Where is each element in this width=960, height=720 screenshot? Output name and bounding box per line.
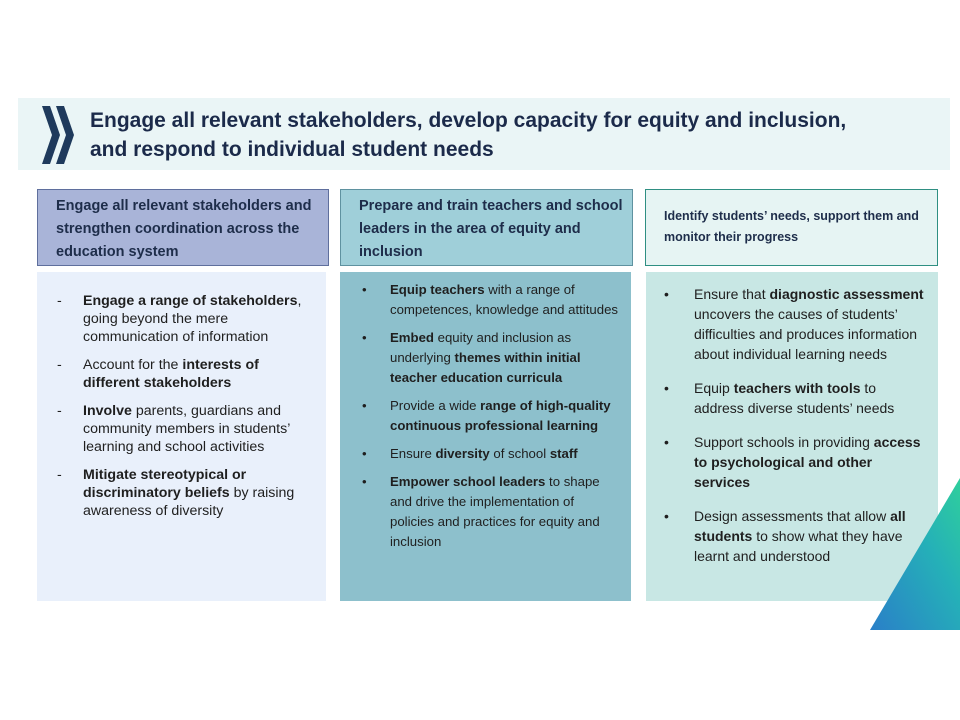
text: Support schools in providing [694, 434, 874, 450]
bullet-marker: • [362, 282, 367, 297]
text: Ensure that [694, 286, 770, 302]
bullet-marker: - [57, 293, 62, 309]
bullet-item [356, 396, 619, 436]
text: , going beyond the mere communication of information [83, 293, 302, 345]
bold-text: Embed [390, 330, 434, 345]
bullet-marker: • [664, 508, 669, 524]
bullet-item [356, 472, 619, 552]
text: with a range of competences, knowledge and attitudes [390, 282, 618, 317]
column-body-stakeholders [37, 272, 326, 601]
bullet-list [356, 280, 619, 552]
bullet-marker: - [57, 357, 62, 373]
bullet-marker: • [362, 446, 367, 461]
text: by raising awareness of diversity [83, 485, 295, 519]
text: Account for the [83, 357, 183, 373]
double-chevron-right-icon [40, 104, 76, 166]
bullet-marker: - [57, 467, 62, 483]
bullet-list [55, 292, 312, 520]
bullet-item [55, 466, 312, 520]
bullet-item [356, 280, 619, 320]
text: equity and inclusion as underlying [390, 330, 572, 365]
bold-text: access to psychological and other services [694, 434, 921, 490]
corner-decoration [870, 478, 960, 630]
text: of school [489, 446, 550, 461]
bullet-marker: • [362, 474, 367, 489]
text: Design assessments that allow [694, 508, 891, 524]
text: to show what they have learnt and understood [694, 528, 903, 564]
text: to shape and drive the implementation of policies and practices for equity and inclusion [390, 474, 600, 549]
text: Provide a wide [390, 398, 481, 413]
text: uncovers the causes of students’ difficulties and produces information about individual learning needs [694, 306, 918, 362]
bold-text: Engage a range of stakeholders [83, 293, 298, 309]
bullet-item [656, 378, 928, 418]
bullet-item [55, 402, 312, 456]
bullet-item [55, 356, 312, 392]
column-heading-students: Identify students’ needs, support them and monitor their progress [645, 189, 938, 266]
slide-title: Engage all relevant stakeholders, develop capacity for equity and inclusion, and respond to individual student needs [90, 109, 847, 161]
bold-text: Equip teachers [390, 282, 485, 297]
bold-text: teachers with tools [733, 380, 861, 396]
bold-text: Mitigate stereotypical or discriminatory beliefs [83, 467, 247, 501]
bullet-marker: • [362, 398, 367, 413]
bold-text: interests of different stakeholders [83, 357, 259, 391]
bullet-item [356, 328, 619, 388]
bullet-item [356, 444, 619, 464]
bold-text: Empower school leaders [390, 474, 546, 489]
bullet-marker: • [664, 286, 669, 302]
bold-text: range of high-quality continuous professional learning [390, 398, 611, 433]
bold-text: themes within initial teacher education curricula [390, 350, 581, 385]
bold-text: Involve [83, 403, 132, 419]
column-heading-stakeholders: Engage all relevant stakeholders and strengthen coordination across the education system [37, 189, 329, 266]
bullet-item [55, 292, 312, 346]
bullet-marker: • [362, 330, 367, 345]
bold-text: diversity [435, 446, 490, 461]
text: Ensure [390, 446, 436, 461]
bullet-marker: - [57, 403, 62, 419]
bullet-marker: • [664, 434, 669, 450]
text: Equip [694, 380, 734, 396]
bold-text: diagnostic assessment [769, 286, 924, 302]
bold-text: all students [694, 508, 906, 544]
bullet-marker: • [664, 380, 669, 396]
bold-text: staff [549, 446, 578, 461]
column-body-teachers [340, 272, 631, 601]
text: parents, guardians and community members in students’ learning and school activities [83, 403, 290, 455]
text: to address diverse students’ needs [694, 380, 895, 416]
bullet-item [656, 284, 928, 364]
column-heading-teachers: Prepare and train teachers and school leaders in the area of equity and inclusion [340, 189, 633, 266]
